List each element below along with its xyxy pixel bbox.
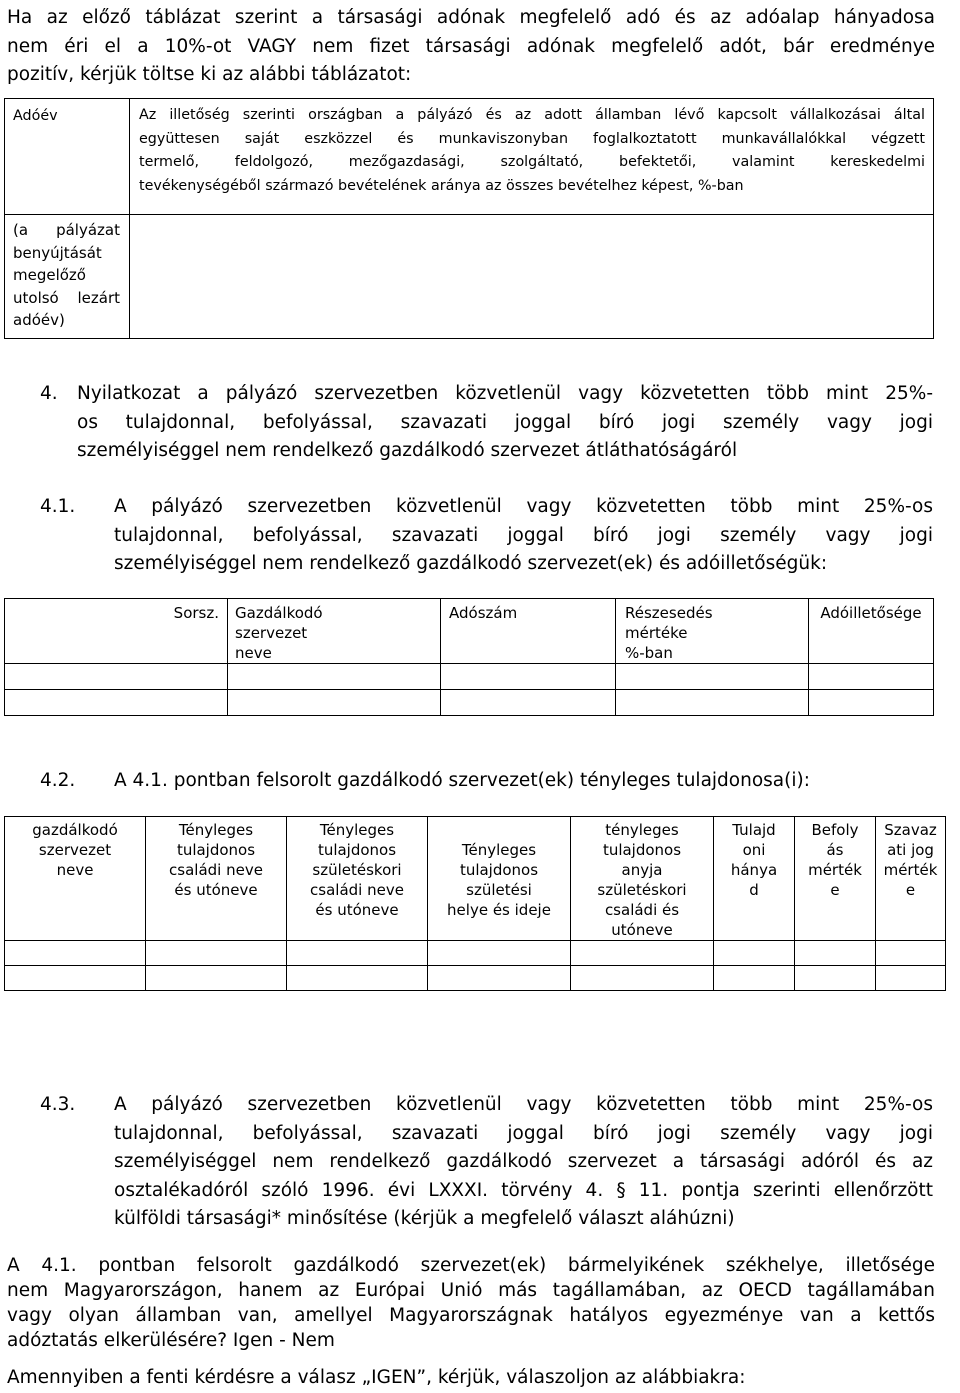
revenue-value-cell[interactable] (130, 215, 934, 339)
revenue-header-line: tevékenységéből származó bevételének aránya az összes bevételhez képest, %-ban (139, 177, 744, 194)
intro-line: Ha az előző táblázat szerint a társasági adónak megfelelő adó és az adóalap hányadosa (7, 7, 935, 28)
section4-number: 4. (40, 383, 58, 404)
section4-line: os tulajdonnal, befolyással, szavazati joggal bíró jogi személy vagy jogi (77, 411, 933, 433)
section43-line: külföldi társasági* minősítése (kérjük a megfelelő választ aláhúzni) (114, 1208, 735, 1230)
revenue-header-line: termelő, feldolgozó, mezőgazdasági, szolgáltató, befektetői, valamint kereskedelmi (139, 154, 925, 171)
section4-line: Nyilatkozat a pályázó szervezetben közvetlenül vagy közvetetten több mint 25%- (77, 383, 933, 404)
section43-heading (114, 1091, 933, 1234)
section43-line: A pályázó szervezetben közvetlenül vagy közvetetten több mint 25%-os (114, 1094, 933, 1115)
owners-header-sorsz: Sorsz. (5, 599, 228, 664)
question-line: nem Magyarországon, hanem az Európai Unió más tagállamában, az OECD tagállamában (7, 1280, 935, 1301)
section41-line: személyiséggel nem rendelkező gazdálkodó szervezet(ek) és adóilletőségük: (114, 553, 828, 575)
section41-number: 4.1. (40, 496, 76, 517)
revenue-header-line: együttesen saját eszközzel és munkaviszonyban foglalkoztatott munkavállalókkal végzett (139, 130, 925, 147)
revenue-header-cell (130, 99, 934, 215)
table-row (5, 690, 934, 716)
section42-number: 4.2. (40, 770, 76, 791)
closing-text: Amennyiben a fenti kérdésre a válasz „IGEN”, kérjük, válaszoljon az alábbiakra: (7, 1367, 746, 1388)
question-paragraph (7, 1253, 935, 1353)
year-label-cell (5, 99, 130, 215)
beneficial-header-influence: Befoly ás mérték e (795, 817, 876, 941)
section4-heading (77, 380, 933, 466)
owners-header-taxnumber: Adószám (441, 599, 616, 664)
section43-line: személyiséggel nem rendelkező gazdálkodó szervezet a társasági adóról és az (114, 1151, 933, 1173)
beneficial-header-birth-name: Tényleges tulajdonos születéskori családi neve és utóneve (287, 817, 428, 941)
section41-line: tulajdonnal, befolyással, szavazati joggal bíró jogi személy vagy jogi (114, 524, 933, 546)
beneficial-owners-table (4, 816, 946, 991)
section4-line: személyiséggel nem rendelkező gazdálkodó szervezet átláthatóságáról (77, 440, 738, 462)
beneficial-header-org: gazdálkodó szervezet neve (5, 817, 146, 941)
question-line: A 4.1. pontban felsorolt gazdálkodó szervezet(ek) bármelyikének székhelye, illetősége (7, 1255, 935, 1276)
beneficial-header-birth-place: Tényleges tulajdonos születési helye és ideje (428, 817, 571, 941)
section43-line: osztalékadóról szóló 1996. évi LXXXI. törvény 4. § 11. pontja szerinti ellenőrzött (114, 1179, 933, 1201)
year-note-line: adóév) (13, 311, 65, 330)
section41-line: A pályázó szervezetben közvetlenül vagy közvetetten több mint 25%-os (114, 496, 933, 517)
intro-line: pozitív, kérjük töltse ki az alábbi táblázatot: (7, 64, 412, 86)
question-line: adóztatás elkerülésére? Igen - Nem (7, 1330, 335, 1351)
intro-paragraph (7, 4, 935, 90)
beneficial-header-voting: Szavaz ati jog mérték e (876, 817, 946, 941)
owners-table (4, 598, 934, 716)
year-note-line: (a pályázat (13, 221, 120, 239)
section42-heading: A 4.1. pontban felsorolt gazdálkodó szervezet(ek) tényleges tulajdonosa(i): (114, 770, 810, 791)
section43-line: tulajdonnal, befolyással, szavazati joggal bíró jogi személy vagy jogi (114, 1122, 933, 1144)
table-row (5, 664, 934, 690)
question-line: vagy olyan államban van, amellyel Magyarországnak hatályos egyezménye van a kettős (7, 1305, 935, 1326)
section41-heading (114, 493, 933, 579)
revenue-ratio-table (4, 98, 934, 339)
year-note-line: benyújtását (13, 243, 102, 262)
owners-header-name: Gazdálkodó szervezet neve (228, 599, 441, 664)
intro-line: nem éri el a 10%-ot VAGY nem fizet társasági adónak megfelelő adót, bár eredménye (7, 35, 935, 57)
table-row (5, 941, 946, 966)
owners-header-residency: Adóilletősége (809, 599, 934, 664)
beneficial-header-ownership: Tulajd oni hánya d (714, 817, 795, 941)
year-label: Adóév (13, 108, 58, 124)
year-note-line: utolsó lezárt (13, 288, 120, 307)
section43-number: 4.3. (40, 1094, 76, 1115)
revenue-header-line: Az illetőség szerinti országban a pályázó és az adott államban lévő kapcsolt vállalkozásai által (139, 107, 925, 123)
year-note-line: megelőző (13, 266, 86, 285)
year-note-cell (5, 215, 130, 339)
beneficial-header-name: Tényleges tulajdonos családi neve és utóneve (146, 817, 287, 941)
owners-header-share: Részesedés mértéke %-ban (616, 599, 809, 664)
table-row (5, 966, 946, 991)
beneficial-header-mother-name: tényleges tulajdonos anyja születéskori családi és utóneve (571, 817, 714, 941)
